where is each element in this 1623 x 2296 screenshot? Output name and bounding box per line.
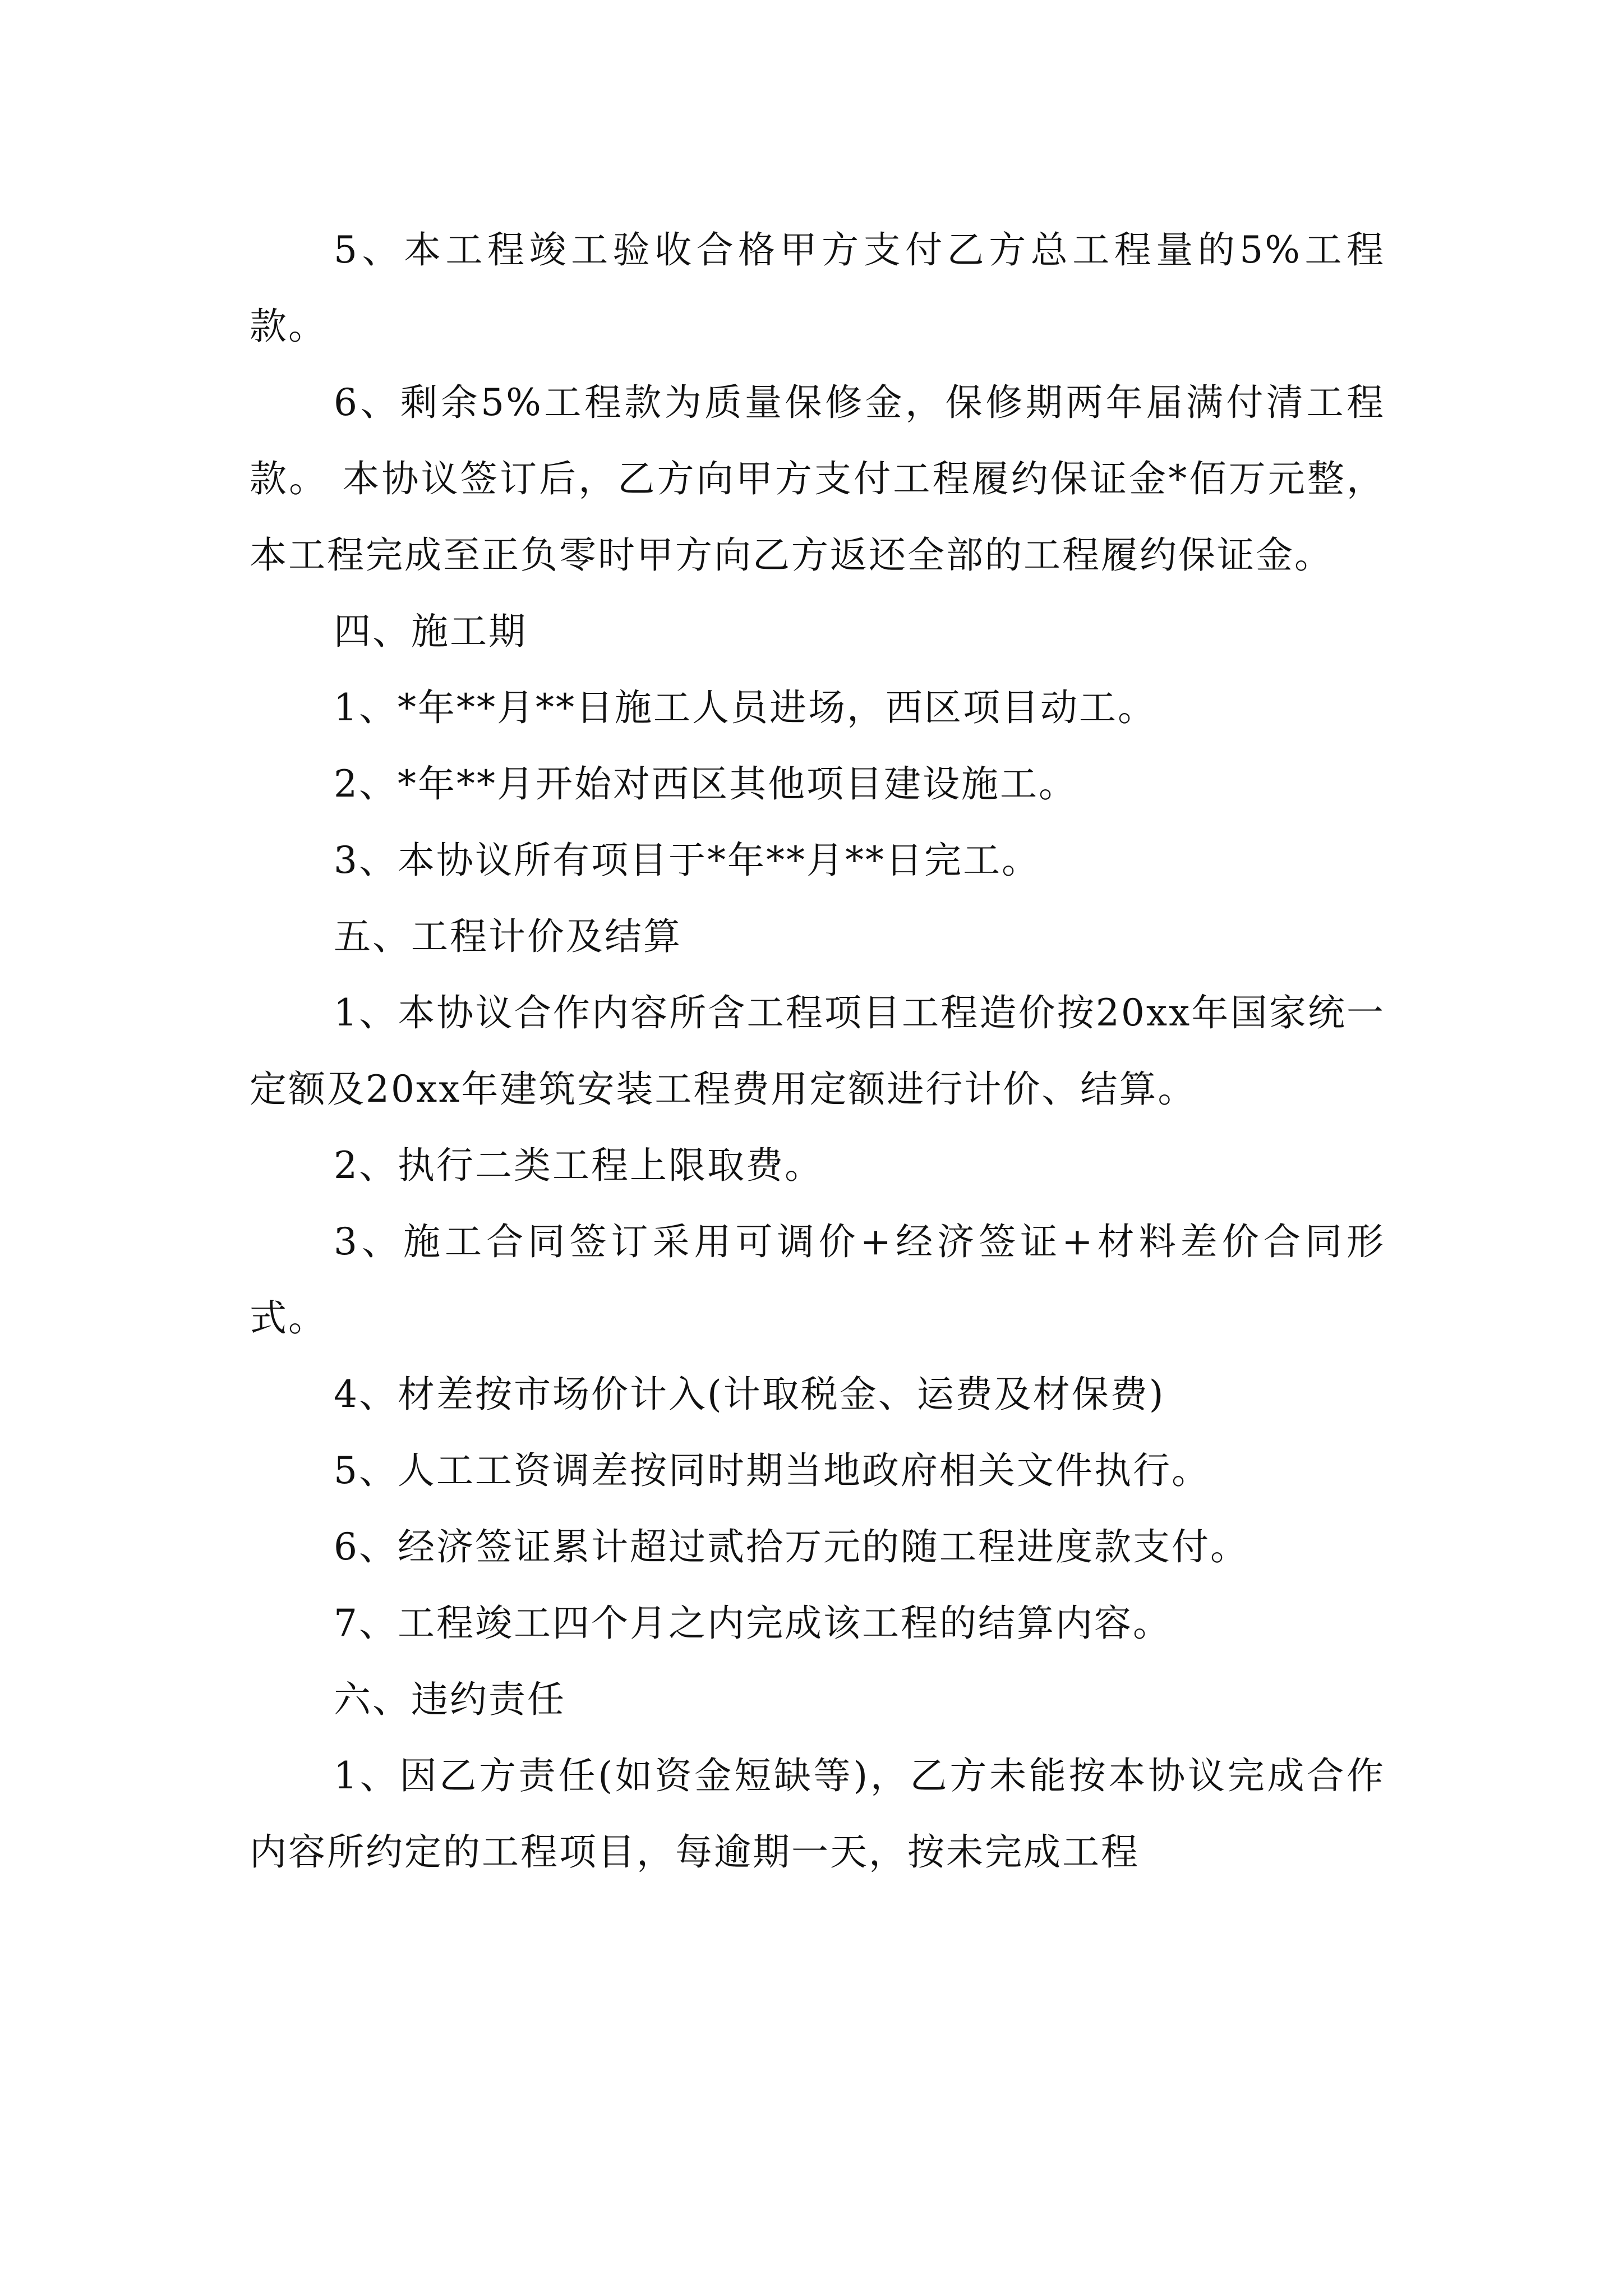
clause-payment-6: 6、剩余5%工程款为质量保修金，保修期两年届满付清工程款。 本协议签订后，乙方向甲方支付工程履约保证金*佰万元整，本工程完成至正负零时甲方向乙方返还全部的工程履约保证金。 — [250, 381, 1385, 577]
section-heading-construction-period: 四、施工期 — [334, 610, 527, 653]
clause-pricing-1: 1、本协议合作内容所含工程项目工程造价按20xx年国家统一定额及20xx年建筑安装工程费用定额进行计价、结算。 — [250, 991, 1385, 1111]
section-heading-liability: 六、违约责任 — [334, 1678, 566, 1721]
clause-pricing-4: 4、材差按市场价计入(计取税金、运费及材保费) — [334, 1373, 1165, 1416]
clause-period-1: 1、*年**月**日施工人员进场，西区项目动工。 — [334, 686, 1156, 729]
clause-pricing-3: 3、施工合同签订采用可调价+经济签证+材料差价合同形式。 — [250, 1220, 1385, 1340]
clause-pricing-2: 2、执行二类工程上限取费。 — [334, 1144, 823, 1187]
section-heading-pricing-settlement: 五、工程计价及结算 — [334, 915, 682, 958]
document-body — [250, 212, 1385, 1890]
clause-pricing-5: 5、人工工资调差按同时期当地政府相关文件执行。 — [334, 1449, 1210, 1492]
clause-pricing-7: 7、工程竣工四个月之内完成该工程的结算内容。 — [334, 1602, 1172, 1645]
clause-period-2: 2、*年**月开始对西区其他项目建设施工。 — [334, 762, 1077, 806]
clause-liability-1: 1、因乙方责任(如资金短缺等)，乙方未能按本协议完成合作内容所约定的工程项目，每逾期一天，按未完成工程 — [250, 1754, 1385, 1874]
clause-period-3: 3、本协议所有项目于*年**月**日完工。 — [334, 839, 1040, 882]
clause-pricing-6: 6、经济签证累计超过贰拾万元的随工程进度款支付。 — [334, 1525, 1249, 1568]
clause-payment-5: 5、本工程竣工验收合格甲方支付乙方总工程量的5%工程款。 — [250, 228, 1385, 348]
